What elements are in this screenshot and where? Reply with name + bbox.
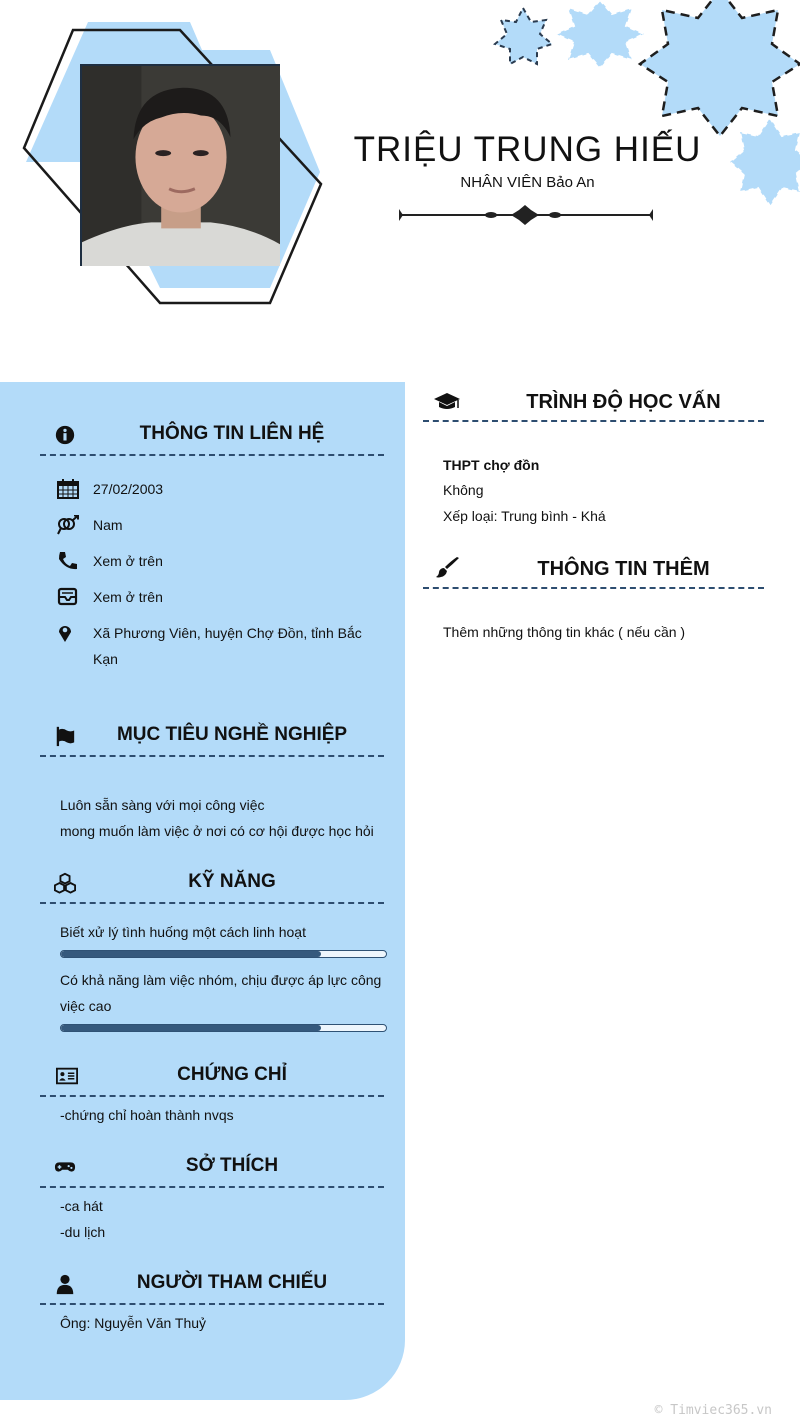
- flower-icon: [730, 118, 800, 206]
- objective-title: MỤC TIÊU NGHỀ NGHIỆP: [116, 724, 348, 745]
- skill-level-fill: [61, 951, 321, 957]
- phone-text: Xem ở trên: [93, 553, 163, 569]
- email-text: Xem ở trên: [93, 589, 163, 605]
- skill-level-bar: [60, 1024, 387, 1032]
- hobby-item: -du lịch: [60, 1224, 106, 1240]
- references-title: NGƯỜI THAM CHIẾU: [136, 1272, 328, 1293]
- phone-icon: [56, 551, 80, 571]
- certificates-title: CHỨNG CHỈ: [177, 1064, 287, 1085]
- additional-title: THÔNG TIN THÊM: [537, 558, 710, 580]
- flower-icon: [640, 0, 800, 136]
- calendar-icon: [56, 479, 80, 499]
- hobbies-section-header: [40, 1148, 384, 1188]
- birthday-text: 27/02/2003: [93, 481, 164, 497]
- info-icon: [54, 424, 76, 446]
- education-major: Không: [443, 482, 484, 498]
- objective-line-1: Luôn sẵn sàng với mọi công việc: [60, 797, 265, 813]
- skill-level-fill: [61, 1025, 321, 1031]
- gamepad-icon: [54, 1156, 76, 1178]
- candidate-position: NHÂN VIÊN Bảo An: [460, 174, 595, 191]
- certificate-item: -chứng chỉ hoàn thành nvqs: [60, 1107, 234, 1123]
- references-section-header: [40, 1265, 384, 1305]
- flower-icon: [495, 8, 552, 64]
- gender-text: Nam: [93, 517, 123, 533]
- education-title: TRÌNH ĐỘ HỌC VẤN: [526, 391, 721, 413]
- objective-section-header: [40, 717, 384, 757]
- skill-level-bar: [60, 950, 387, 958]
- skills-title: KỸ NĂNG: [188, 871, 276, 892]
- flower-icon: [556, 0, 644, 68]
- id-card-icon: [54, 1065, 80, 1087]
- email-icon: [56, 587, 80, 607]
- certificates-section-header: [40, 1057, 384, 1097]
- cubes-icon: [54, 872, 76, 894]
- skill-name: Có khả năng làm việc nhóm, chịu được áp lực công việc cao: [60, 972, 382, 1014]
- address-text: Xã Phương Viên, huyện Chợ Đồn, tỉnh Bắc Kạn: [93, 625, 362, 667]
- education-school: THPT chợ đồn: [443, 457, 540, 473]
- candidate-name: TRIỆU TRUNG HIẾU: [353, 130, 702, 169]
- ornamental-divider: [395, 204, 657, 226]
- user-icon: [54, 1273, 76, 1295]
- location-icon: [56, 623, 80, 643]
- graduation-cap-icon: [433, 390, 461, 414]
- education-section-header: [423, 382, 764, 422]
- hobby-item: -ca hát: [60, 1198, 103, 1214]
- reference-item: Ông: Nguyễn Văn Thuỷ: [60, 1315, 207, 1331]
- skill-name: Biết xử lý tình huống một cách linh hoạt: [60, 924, 306, 940]
- hobbies-title: SỞ THÍCH: [185, 1155, 279, 1176]
- profile-photo: [80, 64, 280, 266]
- additional-text: Thêm những thông tin khác ( nếu cần ): [443, 624, 686, 640]
- flag-icon: [54, 725, 76, 747]
- contact-title: THÔNG TIN LIÊN HỆ: [139, 423, 325, 444]
- watermark: © Timviec365.vn: [654, 1403, 772, 1418]
- additional-section-header: [423, 549, 764, 589]
- education-grade: Xếp loại: Trung bình - Khá: [443, 508, 606, 524]
- paintbrush-icon: [433, 557, 461, 581]
- contact-section-header: [40, 416, 384, 456]
- gender-icon: [56, 515, 80, 535]
- objective-line-2: mong muốn làm việc ở nơi có cơ hội được học hỏi: [60, 823, 374, 839]
- skills-section-header: [40, 864, 384, 904]
